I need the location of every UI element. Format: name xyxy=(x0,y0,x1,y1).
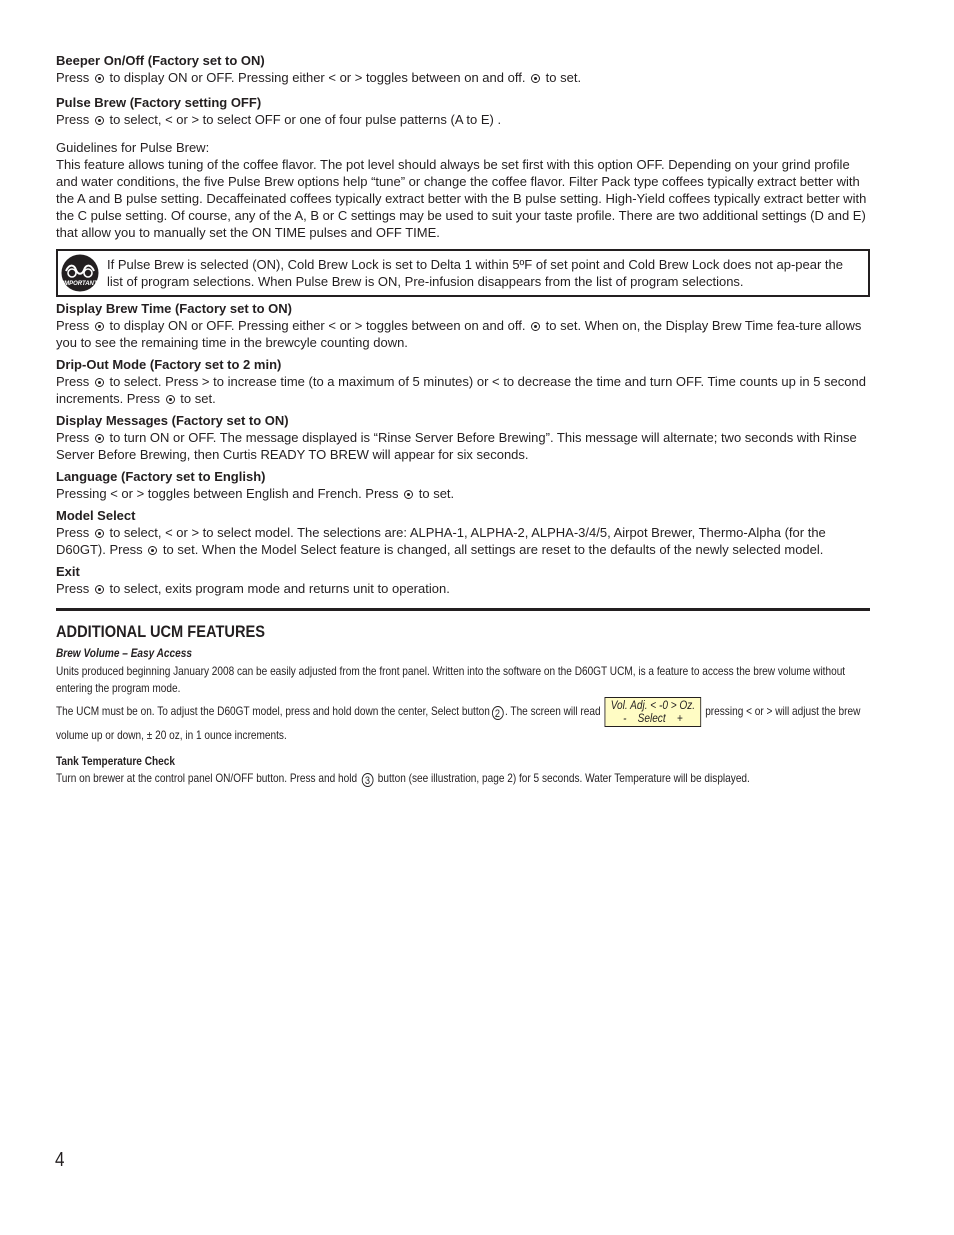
select-button-icon xyxy=(531,322,540,331)
select-button-icon xyxy=(95,74,104,83)
section-text: Press to select, < or > to select OFF or one of four pulse patterns (A to E) . xyxy=(56,112,502,127)
section-display-brew-time xyxy=(56,300,870,351)
lcd-line-1: Vol. Adj. < -0 > Oz. xyxy=(610,698,696,712)
section-text: Pressing < or > toggles between English and French. Press to set. xyxy=(56,486,455,501)
select-button-icon xyxy=(404,490,413,499)
section-text: Press to display ON or OFF. Pressing either < or > toggles between on and off. to set. xyxy=(56,70,582,85)
button-number-icon: 3 xyxy=(362,773,374,787)
section-heading: Pulse Brew (Factory setting OFF) xyxy=(56,95,262,110)
brew-volume-heading: Brew Volume – Easy Access xyxy=(56,646,192,660)
section-language xyxy=(56,468,870,502)
brew-volume-para1: Units produced beginning January 2008 can be easily adjusted from the front panel. Written into the software on the D60GT UCM, is a feature to access the brew volume without entering the program mode. xyxy=(56,664,846,695)
additional-features-title: ADDITIONAL UCM FEATURES xyxy=(56,622,266,641)
select-button-icon xyxy=(95,585,104,594)
guidelines-text: This feature allows tuning of the coffee flavor. The pot level should always be set first with this option OFF. Depending on your grind profile and water conditions, the five Pulse Brew options help “tune” or change the coffee flavor. Filter Pack type coffees typically extract better with the A and B pulse setting. Decaffeinated coffees typically extract better with the B pulse setting. High-Yield coffees typically extract better with the C pulse setting. Of course, any of the A, B or C settings may be used to suit your taste profile. There are two additional settings (D and E) that allow you to manually set the ON TIME pulses and OFF TIME. xyxy=(56,157,867,240)
section-text: Press to select, exits program mode and returns unit to operation. xyxy=(56,581,450,596)
guidelines-label: Guidelines for Pulse Brew: xyxy=(56,140,210,155)
section-model-select xyxy=(56,507,870,558)
lcd-line-2: - Select + xyxy=(623,711,683,725)
important-text: If Pulse Brew is selected (ON), Cold Brew Lock is set to Delta 1 within 5ºF of set point and Cold Brew Lock does not ap-pear the list of program selections. When Pulse Brew is ON, Pre-infusion disappears from the list of program selections. xyxy=(107,257,843,289)
section-heading: Display Brew Time (Factory set to ON) xyxy=(56,301,292,316)
section-guidelines xyxy=(56,139,870,241)
section-exit xyxy=(56,563,870,597)
section-pulse-brew xyxy=(56,94,870,128)
tank-temp-section xyxy=(56,753,870,787)
important-notice xyxy=(56,249,870,297)
tank-temp-text: Turn on brewer at the control panel ON/OFF button. Press and hold 3 button (see illustration, page 2) for 5 seconds. Water Temperature will be displayed. xyxy=(56,771,750,787)
page-number: 4 xyxy=(55,1149,65,1171)
lcd-display xyxy=(605,697,701,727)
section-display-messages xyxy=(56,412,870,463)
select-button-icon xyxy=(95,529,104,538)
section-text: Press to display ON or OFF. Pressing either < or > toggles between on and off. to set. When on, the Display Brew Time fea-ture allows you to see the remaining time in the brewcyle counting down. xyxy=(56,318,862,350)
section-heading: Language (Factory set to English) xyxy=(56,469,266,484)
select-button-icon xyxy=(95,434,104,443)
select-button-icon xyxy=(166,395,175,404)
manual-page xyxy=(56,52,870,787)
select-button-icon xyxy=(95,378,104,387)
section-heading: Display Messages (Factory set to ON) xyxy=(56,413,289,428)
section-divider xyxy=(56,608,870,611)
section-heading: Beeper On/Off (Factory set to ON) xyxy=(56,53,265,68)
select-button-icon xyxy=(95,116,104,125)
section-beeper xyxy=(56,52,870,86)
brew-volume-section xyxy=(56,645,870,744)
section-heading: Exit xyxy=(56,564,80,579)
section-drip-out xyxy=(56,356,870,407)
important-icon-label: IMPORTANT xyxy=(62,281,98,287)
select-button-number-icon: 2 xyxy=(492,706,504,720)
section-text: Press to turn ON or OFF. The message displayed is “Rinse Server Before Brewing”. This message will alternate; two seconds with Rinse Server Before Brewing, then Curtis READY TO BREW will appear for six seconds. xyxy=(56,430,857,462)
section-heading: Drip-Out Mode (Factory set to 2 min) xyxy=(56,357,282,372)
important-glasses-icon xyxy=(61,254,99,292)
brew-volume-para2: The UCM must be on. To adjust the D60GT model, press and hold down the center, Select button 2 . The screen will read Vol. Adj. < -0 > Oz. - Select + pressing < or > will adjust the brew volume up or down, ± 20 oz, in 1 ounce increments. xyxy=(56,698,861,742)
section-text: Press to select, < or > to select model. The selections are: ALPHA-1, ALPHA-2, ALPHA-3/4/5, Airpot Brewer, Thermo-Alpha (for the D60GT). Press to set. When the Model Select feature is changed, all settings are reset to the defaults of the newly selected model. xyxy=(56,525,826,557)
section-text: Press to select. Press > to increase time (to a maximum of 5 minutes) or < to decrease the time and turn OFF. Time counts up in 5 second increments. Press to set. xyxy=(56,374,866,406)
section-heading: Model Select xyxy=(56,508,136,523)
select-button-icon xyxy=(148,546,157,555)
select-button-icon xyxy=(95,322,104,331)
tank-temp-heading: Tank Temperature Check xyxy=(56,754,175,768)
select-button-icon xyxy=(531,74,540,83)
